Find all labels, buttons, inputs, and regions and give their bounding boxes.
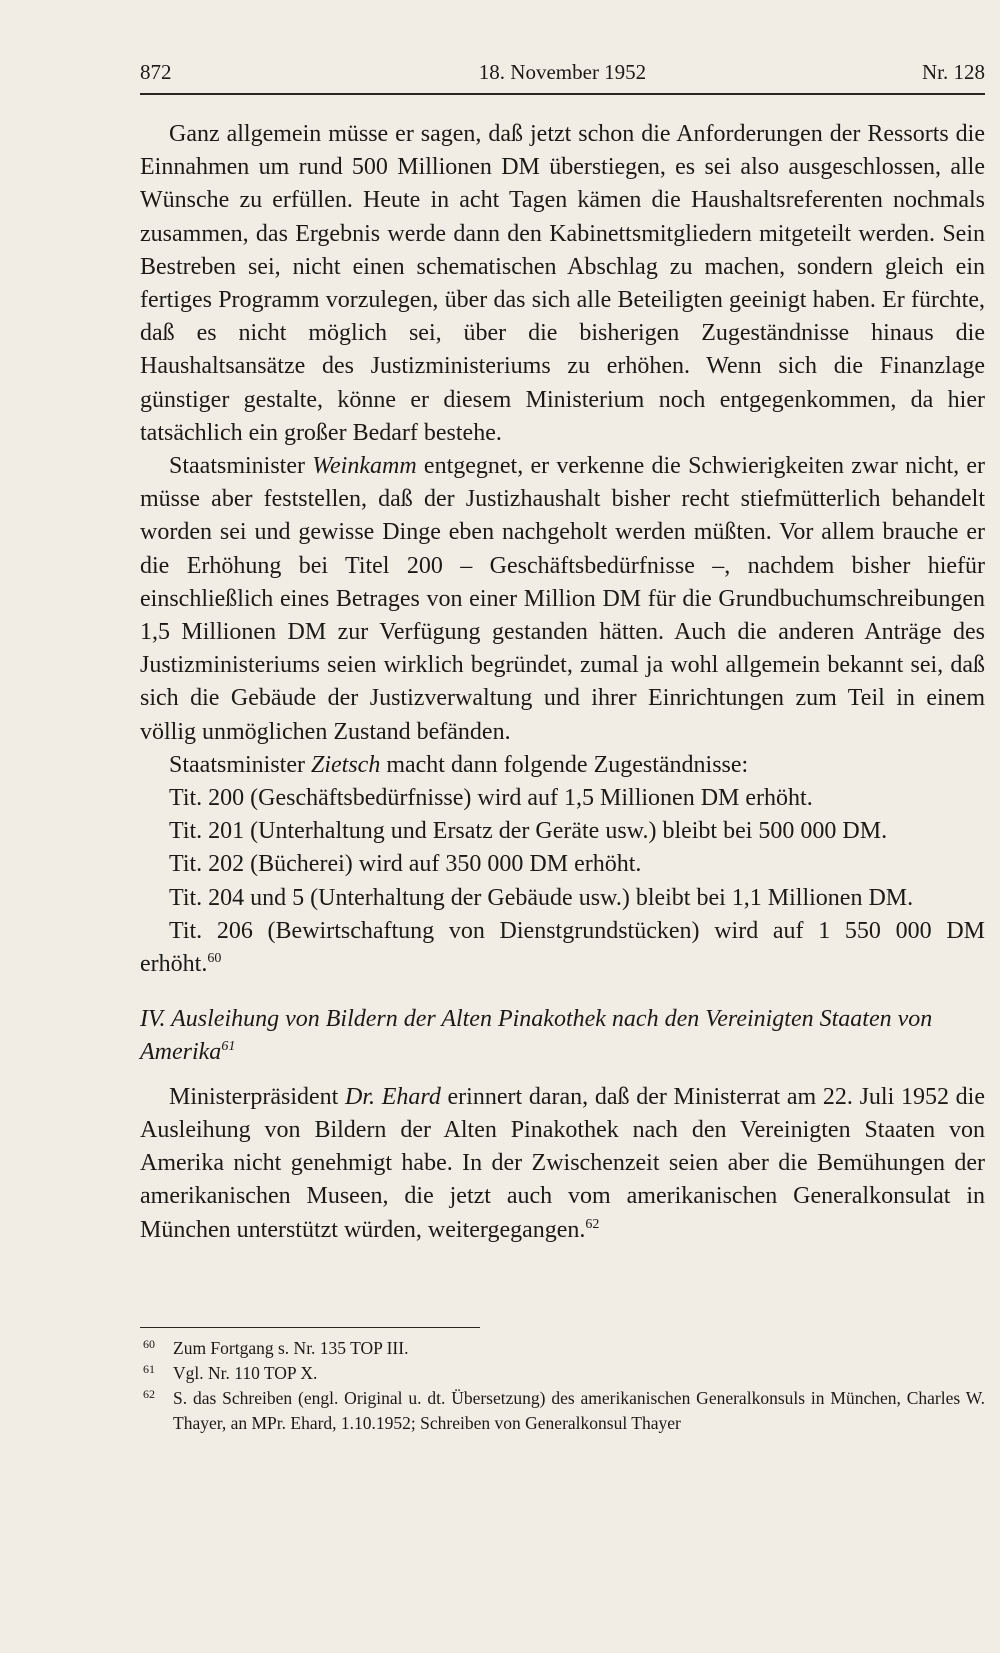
main-text [140,118,985,1247]
issue-number: Nr. 128 [922,60,985,84]
footnote-number: 62 [143,1387,155,1401]
paragraph-3-text: macht dann folgende Zugeständnisse: [380,751,749,778]
footnote-text: Zum Fortgang s. Nr. 135 TOP III. [173,1338,409,1358]
paragraph-3-prefix: Staatsminister [169,751,311,778]
header-date: 18. November 1952 [478,60,647,84]
title-201-item: Tit. 201 (Unterhaltung und Ersatz der Geräte usw.) bleibt bei 500 000 DM. [169,818,888,845]
footnote-ref-60: 60 [207,951,222,967]
footnote-number: 61 [143,1362,155,1376]
speaker-name: Zietsch [310,751,381,778]
title-206-text: Tit. 206 (Bewirtschaftung von Dienstgrundstücken) wird auf 1 550 000 DM erhöht. [140,917,985,978]
title-206-item [140,915,985,981]
section-heading-text: IV. Ausleihung von Bildern der Alten Pinakothek nach den Vereinigten Staaten von Amerika [140,1006,933,1066]
footnote-text: S. das Schreiben (engl. Original u. dt. Übersetzung) des amerikanischen Generalkonsuls in München, Charles W. Thayer, an MPr. Ehard, 1.10.1952; Schreiben von Generalkonsul Thayer [173,1388,985,1433]
speaker-name: Dr. Ehard [345,1083,441,1110]
paragraph-2-text: entgegnet, er verkenne die Schwierigkeiten zwar nicht, er müsse aber feststellen, daß der Justizhaushalt bisher recht stiefmütterlich behandelt worden sei und gewisse Dinge eben nachgeholt werden müßten. Vor allem brauche er die Erhöhung bei Titel 200 – Geschäftsbedürfnisse –, nachdem bisher hiefür einschließlich eines Betrages von einer Million DM für die Grundbuchumschreibungen 1,5 Millionen DM zur Verfügung gestanden hätten. Auch die anderen Anträge des Justizministeriums seien wirklich begründet, zumal ja wohl allgemein bekannt sei, daß sich die Gebäude der Justizverwaltung und ihrer Einrichtungen zum Teil in einem völlig unmöglichen Zustand befänden. [140,453,986,745]
footnotes [140,1336,985,1436]
footnote-60 [140,1336,985,1361]
section-heading [140,1003,985,1069]
footnote-text: Vgl. Nr. 110 TOP X. [173,1363,318,1383]
footnote-61 [140,1361,985,1386]
paragraph-3 [140,749,985,782]
footnote-62 [140,1386,985,1436]
footnote-rule [140,1327,480,1328]
paragraph-2 [140,450,985,749]
page-number: 872 [140,60,172,84]
page-header [140,52,985,88]
paragraph-1: Ganz allgemein müsse er sagen, daß jetzt schon die Anforderungen der Ressorts die Einnahmen um rund 500 Millionen DM überstiegen, es sei also ausgeschlossen, alle Wünsche zu erfüllen. Heute in acht Tagen kämen die Haushaltsreferenten nochmals zusammen, das Ergebnis werde dann den Kabinettsmitgliedern mitgeteilt werden. Sein Bestreben sei, nicht einen schematischen Abschlag zu machen, sondern gleich ein fertiges Programm vorzulegen, über das sich alle Beteiligten geeinigt haben. Er fürchte, daß es nicht möglich sei, über die bisherigen Zugeständnisse hinaus die Haushaltsansätze des Justizministeriums zu erhöhen. Wenn sich die Finanzlage günstiger gestalte, könne er diesem Ministerium noch entgegenkommen, da hier tatsächlich ein großer Bedarf bestehe. [140,121,985,446]
title-204-item: Tit. 204 und 5 (Unterhaltung der Gebäude usw.) bleibt bei 1,1 Millionen DM. [169,884,914,911]
footnote-ref-62: 62 [585,1216,600,1232]
paragraph-4 [140,1081,985,1247]
paragraph-4-prefix: Ministerpräsident [169,1083,345,1110]
paragraph-4-text: erinnert daran, daß der Ministerrat am 22. Juli 1952 die Ausleihung von Bildern der Alten Pinakothek nach den Vereinigten Staaten von Amerika nicht genehmigt habe. In der Zwischenzeit seien aber die Bemühungen der amerikanischen Museen, die jetzt auch vom amerikanischen Generalkonsulat in München unterstützt würden, weitergegangen. [140,1083,985,1243]
footnote-number: 60 [143,1337,155,1351]
speaker-name: Weinkamm [312,453,417,480]
title-202-item: Tit. 202 (Bücherei) wird auf 350 000 DM erhöht. [169,851,642,878]
footnote-ref-61: 61 [221,1039,236,1055]
paragraph-2-prefix: Staatsminister [169,453,313,480]
title-200-item: Tit. 200 (Geschäftsbedürfnisse) wird auf 1,5 Millionen DM erhöht. [169,785,813,812]
header-rule [140,93,985,95]
